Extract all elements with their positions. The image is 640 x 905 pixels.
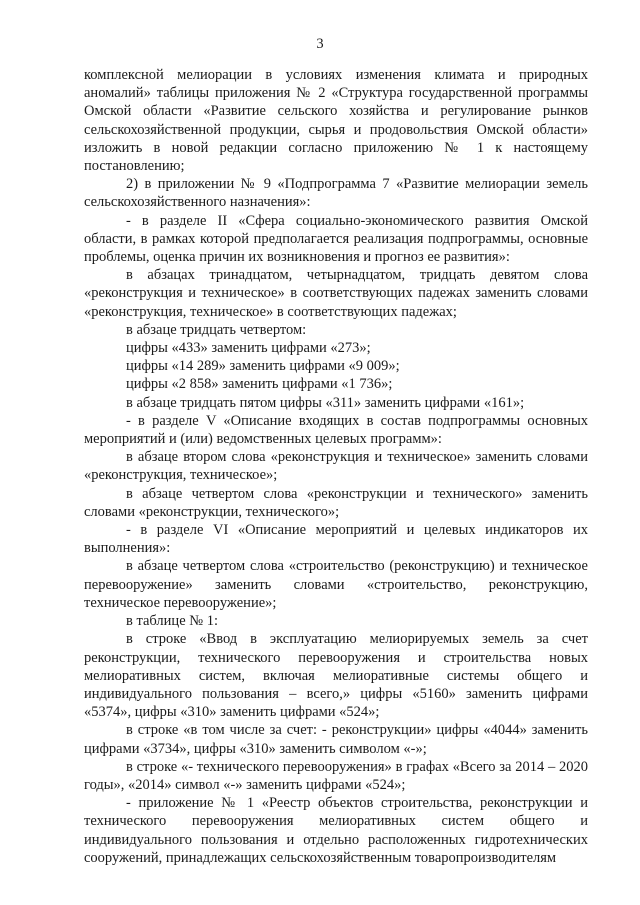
paragraph-6: цифры «433» заменить цифрами «273»; bbox=[126, 340, 371, 357]
paragraph-5: в абзаце тридцать четвертом: bbox=[126, 321, 307, 338]
paragraph-13: - в разделе VI «Описание мероприятий и целевых индикаторов их выполнения»: bbox=[84, 522, 588, 557]
paragraph-9: в абзаце тридцать пятом цифры «311» заменить цифрами «161»; bbox=[126, 394, 525, 411]
paragraph-1: комплексной мелиорации в условиях изменения климата и природных аномалий» таблицы приложения № 2 «Структура государственной программы Омской области «Развитие сельского хозяйства и регулирование рынков сельскохозяйственной продукции, сырья и продовольствия Омской области» изложить в новой редакции согласно приложению № 1 к настоящему постановлению; bbox=[84, 67, 588, 175]
paragraph-17: в строке «в том числе за счет: - реконструкции» цифры «4044» заменить цифрами «3734», цифры «310» заменить символом «-»; bbox=[84, 722, 588, 757]
paragraph-2: 2) в приложении № 9 «Подпрограмма 7 «Развитие мелиорации земель сельскохозяйственного назначения»: bbox=[84, 176, 588, 211]
paragraph-4: в абзацах тринадцатом, четырнадцатом, тридцать девятом слова «реконструкция и техническое» в соответствующих падежах заменить словами «реконструкция, техническое» в соответствующих падежах; bbox=[84, 267, 588, 320]
paragraph-10: - в разделе V «Описание входящих в состав подпрограммы основных мероприятий и (или) ведомственных целевых программ»: bbox=[84, 412, 588, 448]
paragraph-7: цифры «14 289» заменить цифрами «9 009»; bbox=[126, 358, 400, 375]
paragraph-11: в абзаце втором слова «реконструкция и техническое» заменить словами «реконструкция, техническое»; bbox=[84, 449, 588, 484]
paragraph-14: в абзаце четвертом слова «строительство (реконструкцию) и техническое перевооружение» заменить словами «строительство, реконструкцию, техническое перевооружение»; bbox=[84, 558, 588, 611]
paragraph-18: в строке «- технического перевооружения» в графах «Всего за 2014 – 2020 годы», «2014» символ «-» заменить цифрами «524»; bbox=[84, 758, 588, 793]
paragraph-3: - в разделе II «Сфера социально-экономического развития Омской области, в рамках которой предполагается реализация подпрограммы, основные проблемы, оценка причин их возникновения и прогноз ее развития»: bbox=[84, 212, 588, 266]
paragraph-15: в таблице № 1: bbox=[126, 613, 218, 630]
paragraph-12: в абзаце четвертом слова «реконструкции и технического» заменить словами «реконструкции, технического»; bbox=[84, 485, 588, 520]
document-body bbox=[84, 66, 588, 867]
paragraph-16: в строке «Ввод в эксплуатацию мелиорируемых земель за счет реконструкции, технического перевооружения и строительства новых мелиоративных систем, включая мелиоративные системы общего и индивидуального пользования – всего,» цифры «5160» заменить цифрами «5374», цифры «310» заменить цифрами «524»; bbox=[84, 631, 588, 721]
paragraph-8: цифры «2 858» заменить цифрами «1 736»; bbox=[126, 376, 393, 393]
paragraph-19: - приложение № 1 «Реестр объектов строительства, реконструкции и технического перевооружения мелиоративных систем общего и индивидуального пользования и отдельно расположенных гидротехнических сооружений, принадлежащих сельскохозяйственным товаропроизводителям bbox=[84, 795, 588, 866]
page-number: 3 bbox=[316, 36, 324, 52]
